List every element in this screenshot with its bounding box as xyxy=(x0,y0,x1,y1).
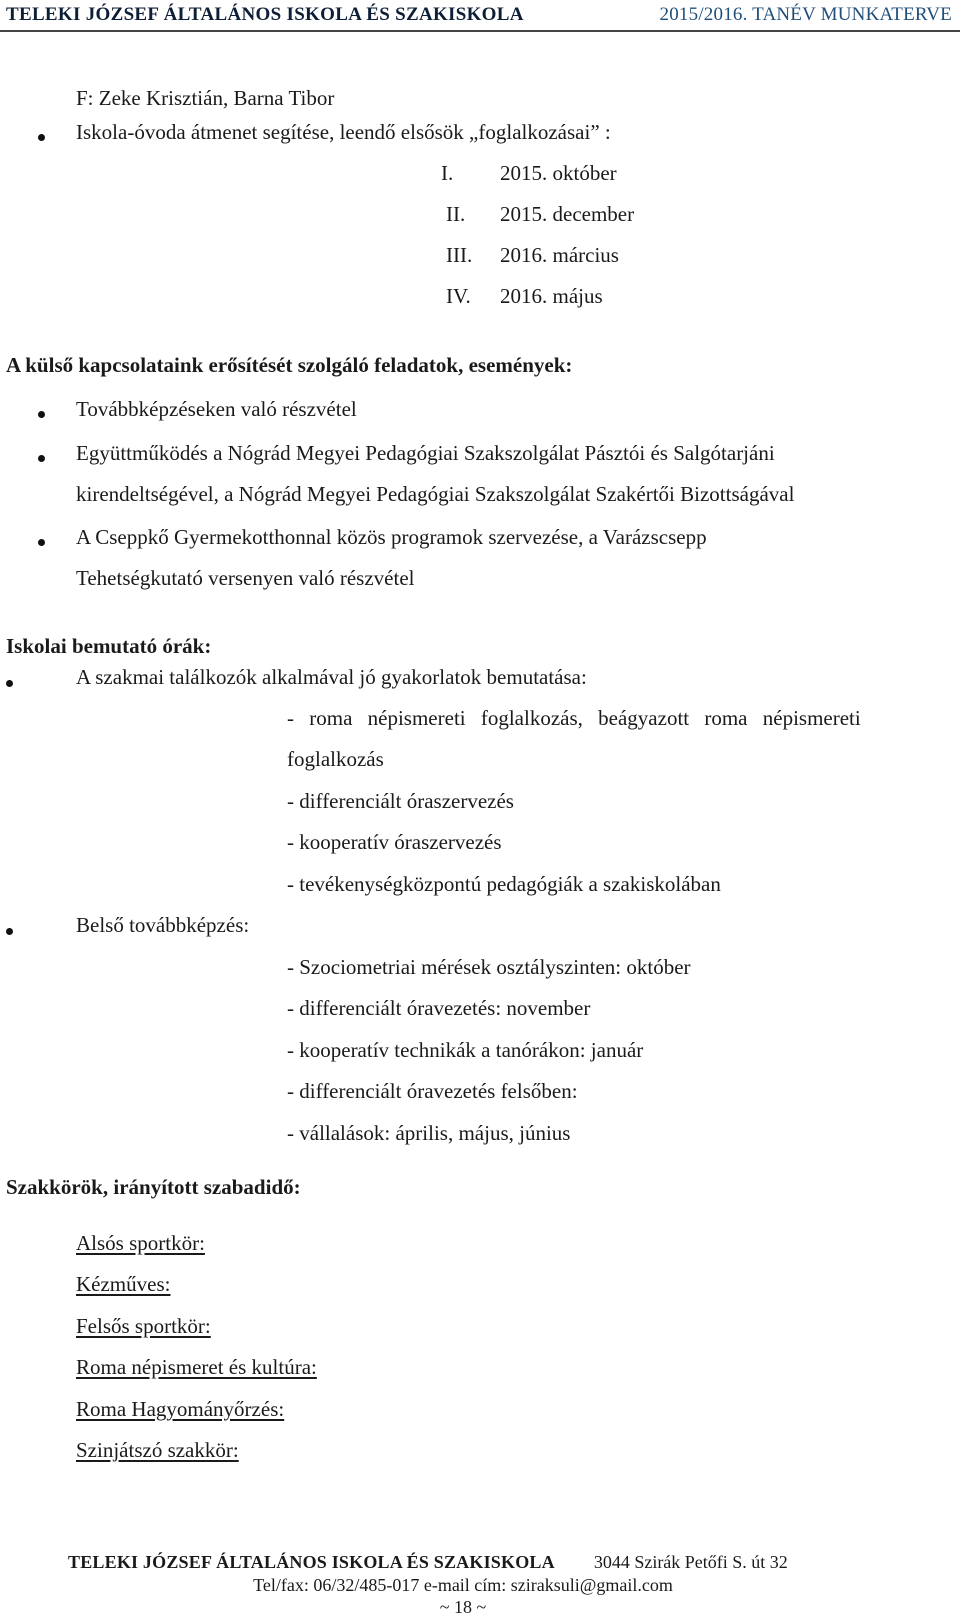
internal-item: - vállalások: április, május, június xyxy=(287,1121,571,1145)
demo-line xyxy=(287,706,924,731)
date-value: 2015. október xyxy=(500,161,617,185)
page-header xyxy=(0,0,960,30)
demo-line-continued: foglalkozás xyxy=(287,747,384,771)
demo-heading: Iskolai bemutató órák: xyxy=(6,634,212,658)
date-number: I. xyxy=(441,161,454,185)
bullet-icon xyxy=(38,539,45,546)
bullet-icon xyxy=(38,455,45,462)
header-divider xyxy=(0,30,960,32)
footer-address: 3044 Szirák Petőfi S. út 32 xyxy=(593,1552,788,1572)
club-item: Kézműves: xyxy=(76,1272,171,1296)
external-item-continued: kirendeltségével, a Nógrád Megyei Pedagógiai Szakszolgálat Szakértői Bizottságával xyxy=(76,482,795,506)
external-item: A Cseppkő Gyermekotthonnal közös programok szervezése, a Varázscsepp xyxy=(76,525,707,549)
club-item: Felsős sportkör: xyxy=(76,1314,211,1338)
club-item: Roma népismeret és kultúra: xyxy=(76,1355,317,1379)
bullet-icon xyxy=(6,928,13,935)
date-value: 2015. december xyxy=(500,202,635,226)
date-number: IV. xyxy=(446,284,471,308)
date-value: 2016. május xyxy=(500,284,603,308)
bullet-icon xyxy=(38,411,45,418)
date-number: III. xyxy=(446,243,473,267)
club-item: Szinjátszó szakkör: xyxy=(76,1438,239,1462)
footer-contact: Tel/fax: 06/32/485-017 e-mail cím: sziraksuli@gmail.com xyxy=(253,1575,673,1595)
internal-label: Belső továbbképzés: xyxy=(76,913,250,937)
external-heading: A külső kapcsolataink erősítését szolgáló feladatok, események: xyxy=(6,353,573,377)
header-school-name: TELEKI JÓZSEF ÁLTALÁNOS ISKOLA ÉS SZAKISKOLA xyxy=(6,4,524,25)
footer-line xyxy=(68,1552,788,1573)
internal-item: - kooperatív technikák a tanórákon: január xyxy=(287,1038,644,1062)
demo-item: A szakmai találkozók alkalmával jó gyakorlatok bemutatása: xyxy=(76,665,587,689)
external-item-continued: Tehetségkutató versenyen való részvétel xyxy=(76,566,415,590)
responsible-persons: F: Zeke Krisztián, Barna Tibor xyxy=(76,86,335,110)
demo-line: - tevékenységközpontú pedagógiák a szakiskolában xyxy=(287,872,721,896)
bullet-icon xyxy=(6,680,13,687)
transition-item: Iskola-óvoda átmenet segítése, leendő elsősök „foglalkozásai” : xyxy=(76,120,611,144)
club-item: Roma Hagyományőrzés: xyxy=(76,1397,285,1421)
demo-line: - kooperatív óraszervezés xyxy=(287,830,502,854)
clubs-heading: Szakkörök, irányított szabadidő: xyxy=(6,1175,301,1199)
demo-line-text: - roma népismereti foglalkozás, beágyazott roma népismereti xyxy=(287,706,861,730)
demo-line: - differenciált óraszervezés xyxy=(287,789,514,813)
bullet-icon xyxy=(38,134,45,141)
internal-item: - differenciált óravezetés: november xyxy=(287,996,591,1020)
header-plan-title: 2015/2016. TANÉV MUNKATERVE xyxy=(659,4,952,25)
club-item: Alsós sportkör: xyxy=(76,1231,205,1255)
external-item: Együttműködés a Nógrád Megyei Pedagógiai Szakszolgálat Pásztói és Salgótarjáni xyxy=(76,441,775,465)
date-value: 2016. március xyxy=(500,243,619,267)
internal-item: - Szociometriai mérések osztályszinten: október xyxy=(287,955,691,979)
internal-item: - differenciált óravezetés felsőben: xyxy=(287,1079,578,1103)
footer-school-name: TELEKI JÓZSEF ÁLTALÁNOS ISKOLA ÉS SZAKISKOLA xyxy=(68,1552,555,1572)
page-number: ~ 18 ~ xyxy=(439,1597,487,1617)
external-item: Továbbképzéseken való részvétel xyxy=(76,397,357,421)
date-number: II. xyxy=(446,202,466,226)
